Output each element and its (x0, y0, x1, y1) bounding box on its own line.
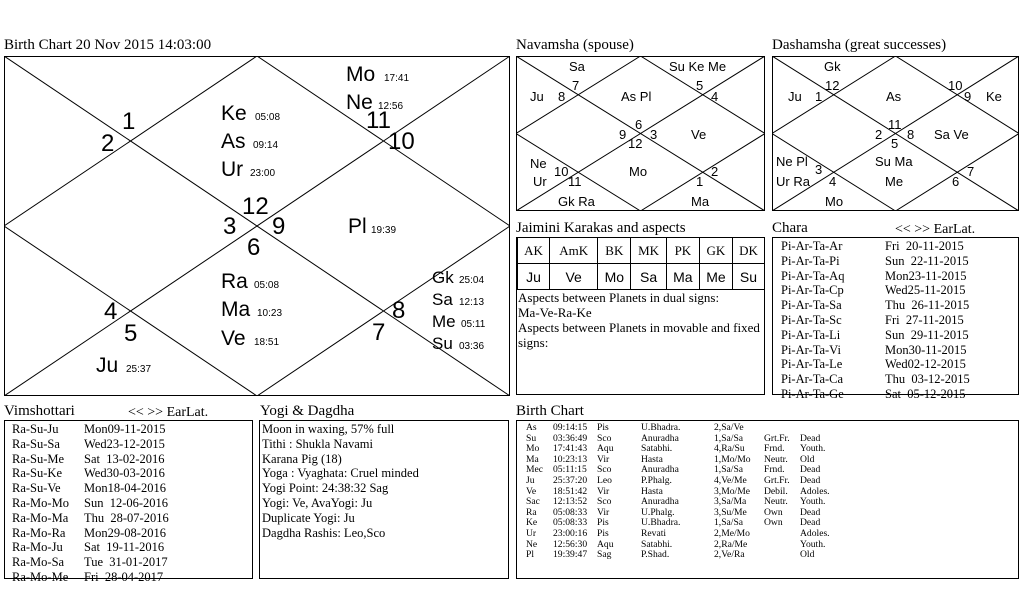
house-number: 1 (122, 108, 136, 135)
das-nepl: Ne Pl (776, 154, 808, 169)
svg-text:Ve: Ve (221, 327, 246, 350)
house-number: 9 (272, 213, 286, 240)
jaimini-karakas-table (517, 237, 765, 290)
planet-cell: Youth. (800, 496, 826, 508)
period-row (781, 387, 1017, 402)
period-row (781, 298, 1017, 313)
svg-text:Ra: Ra (221, 270, 248, 293)
period-date: Sun 22-11-2015 (885, 253, 969, 268)
yogi-line: Duplicate Yogi: Ju (262, 510, 355, 525)
planet-cell: 17:41:43 (553, 443, 588, 455)
period-row (781, 372, 1017, 387)
das-12: 12 (825, 78, 840, 93)
planet-cell: Dead (800, 464, 821, 476)
planet-cell: 1,Sa/Sa (714, 432, 744, 444)
dual-aspects-label: Aspects between Planets in dual signs: (518, 290, 720, 305)
planet-cell: Dead (800, 506, 821, 518)
das-3: 3 (815, 162, 823, 177)
planet-cell: Old (800, 549, 815, 561)
das-9: 9 (964, 89, 972, 104)
planet-cell: 3,Su/Me (714, 506, 747, 518)
period-name: Pi-Ar-Ta-Cp (781, 283, 844, 298)
karaka-value: Ve (549, 264, 597, 290)
period-date: Thu 28-07-2016 (84, 510, 169, 525)
planet-cell: 4,Ve/Me (714, 474, 747, 486)
period-row (781, 254, 1017, 269)
period-date: Tue 31-01-2017 (84, 555, 168, 570)
planet-cell: Vir (597, 506, 610, 518)
planet-cell: Adoles. (800, 485, 830, 497)
planet-cell: Frnd. (764, 464, 785, 476)
planet-cell: Adoles. (800, 527, 830, 539)
planet-cell: Revati (641, 527, 667, 539)
planet-cell: P.Phalg. (641, 474, 672, 486)
yogi-lines (262, 422, 508, 540)
planet-cell: Sag (597, 549, 612, 561)
period-date: Wed23-12-2015 (84, 436, 165, 451)
period-date: Sun 29-11-2015 (885, 327, 969, 342)
jaimini-aspects (518, 290, 764, 350)
planet-cell: Ra (526, 506, 537, 518)
planet-cell: Pis (597, 527, 609, 539)
planet-cell: Frnd. (764, 443, 785, 455)
karaka-header: GK (699, 238, 732, 264)
karaka-value: Su (732, 264, 764, 290)
svg-text:Gk: Gk (432, 268, 454, 287)
period-name: Ra-Mo-Ju (12, 540, 63, 555)
svg-text:23:00: 23:00 (250, 168, 276, 179)
das-suma: Su Ma (875, 154, 913, 169)
planet-cell: Youth. (800, 443, 826, 455)
planet-cell (764, 540, 800, 551)
planet-cell: 2,Ve/Ra (714, 549, 745, 561)
yogi-line: Yoga : Vyaghata: Cruel minded (262, 466, 419, 481)
period-date: Sat 05-12-2015 (885, 386, 966, 401)
planet-cell (800, 423, 840, 434)
das-8: 8 (907, 127, 915, 142)
period-row (781, 357, 1017, 372)
planet-row (526, 476, 840, 487)
planet-cell: Ke (526, 517, 538, 529)
planet-cell: Hasta (641, 453, 663, 465)
karaka-header: AmK (549, 238, 597, 264)
period-name: Ra-Mo-Me (12, 569, 69, 584)
planet-cell: Ve (526, 485, 537, 497)
planet-cell: Ju (526, 474, 535, 486)
planet-cell: 1,Sa/Sa (714, 517, 744, 529)
period-name: Pi-Ar-Ta-Aq (781, 268, 845, 283)
nav-8: 8 (558, 89, 566, 104)
nav-12: 12 (628, 136, 643, 151)
movable-aspects-label: Aspects between Planets in movable and fixed signs: (518, 320, 760, 350)
planet-cell: Leo (597, 474, 612, 486)
planet-row (526, 423, 840, 434)
nav-ju: Ju (530, 89, 544, 104)
svg-text:Me: Me (432, 312, 456, 331)
das-7: 7 (967, 164, 975, 179)
planet-cell: U.Bhadra. (641, 517, 681, 529)
das-10: 10 (948, 78, 963, 93)
planet-cell: Pis (597, 517, 609, 529)
planet-cell: Sco (597, 496, 612, 508)
planet-cell: Ma (526, 453, 539, 465)
period-name: Pi-Ar-Ta-Ca (781, 372, 844, 387)
period-row (12, 555, 250, 570)
planet-cell: 05:08:33 (553, 517, 588, 529)
planet-cell: Ne (526, 538, 538, 550)
birth-table-title: Birth Chart (516, 403, 584, 419)
planet-cell: 12:13:52 (553, 496, 588, 508)
period-row (781, 343, 1017, 358)
svg-text:Ke: Ke (221, 102, 247, 125)
house-number: 3 (223, 213, 237, 240)
chara-list (781, 239, 1017, 402)
karaka-value: Ju (518, 264, 550, 290)
karaka-value: Mo (598, 264, 631, 290)
planet-cell: P.Shad. (641, 549, 670, 561)
period-row (12, 466, 250, 481)
planet-cell: Anuradha (641, 464, 679, 476)
planet-cell (764, 550, 800, 561)
nav-1: 1 (696, 174, 704, 189)
planet-cell: Su (526, 432, 537, 444)
das-mo: Mo (825, 194, 844, 209)
house-number: 7 (372, 319, 386, 346)
planet-cell: Vir (597, 485, 610, 497)
planet-cell: 12:56:30 (553, 538, 588, 550)
chara-title: Chara (772, 220, 808, 236)
planet-cell: Satabhi. (641, 538, 673, 550)
das-6: 6 (952, 174, 960, 189)
planet-cell: 03:36:49 (553, 432, 588, 444)
das-2: 2 (875, 127, 883, 142)
nav-ve: Ve (691, 127, 707, 142)
navamsha-chart (516, 56, 765, 211)
period-row (781, 269, 1017, 284)
period-row (12, 422, 250, 437)
planet-cell: Aqu (597, 443, 614, 455)
das-save: Sa Ve (934, 127, 969, 142)
period-name: Ra-Su-Ke (12, 466, 62, 481)
dashamsha-chart (772, 56, 1019, 211)
period-name: Pi-Ar-Ta-Sc (781, 312, 842, 327)
svg-text:05:08: 05:08 (255, 112, 281, 123)
planet-cell: Dead (800, 517, 821, 529)
planet-cell: 3,Mo/Me (714, 485, 750, 497)
svg-text:Sa: Sa (432, 290, 453, 309)
svg-text:05:08: 05:08 (254, 280, 280, 291)
dashamsha-title: Dashamsha (great successes) (772, 37, 947, 53)
house-number: 2 (101, 130, 115, 157)
period-row (781, 239, 1017, 254)
nav-4: 4 (711, 89, 719, 104)
period-date: Sat 13-02-2016 (84, 451, 165, 466)
karaka-header: MK (631, 238, 666, 264)
svg-text:Su: Su (432, 334, 453, 353)
svg-text:10:23: 10:23 (257, 308, 283, 319)
nav-aspl: As Pl (621, 89, 652, 104)
das-ke: Ke (986, 89, 1002, 104)
karaka-value: Ma (666, 264, 699, 290)
period-row (12, 437, 250, 452)
period-date: Fri 20-11-2015 (885, 239, 964, 253)
das-me: Me (885, 174, 904, 189)
yogi-line: Moon in waxing, 57% full (262, 422, 395, 436)
planet-cell: Youth. (800, 538, 826, 550)
planet-cell: Mec (526, 464, 544, 476)
das-11: 11 (888, 117, 902, 132)
period-name: Ra-Mo-Ra (12, 525, 66, 540)
karaka-header: PK (666, 238, 699, 264)
planet-cell: 10:23:13 (553, 453, 588, 465)
svg-text:Mo: Mo (346, 63, 376, 86)
svg-text:03:36: 03:36 (459, 341, 485, 352)
house-number: 6 (247, 234, 261, 261)
period-row (12, 511, 250, 526)
planet-cell: Neutr. (764, 496, 788, 508)
nav-7: 7 (572, 78, 580, 93)
nav-2: 2 (711, 164, 719, 179)
planet-cell: 09:14:15 (553, 422, 588, 433)
planet-cell: Hasta (641, 485, 663, 497)
period-row (12, 481, 250, 496)
period-date: Sat 19-11-2016 (84, 540, 165, 555)
planet-cell: Anuradha (641, 496, 679, 508)
svg-text:12:56: 12:56 (378, 101, 404, 112)
birth-planet-table (526, 423, 840, 561)
planet-cell: Grt.Fr. (764, 474, 790, 486)
planet-cell: 1,Mo/Mo (714, 453, 751, 465)
planet-row (526, 529, 840, 540)
svg-text:Ur: Ur (221, 158, 244, 181)
das-4: 4 (829, 174, 837, 189)
nav-mo: Mo (629, 164, 648, 179)
nav-10: 10 (554, 164, 569, 179)
svg-text:18:51: 18:51 (254, 337, 280, 348)
period-name: Pi-Ar-Ta-Le (781, 357, 843, 372)
svg-text:Ma: Ma (221, 298, 251, 321)
birth-chart-title: Birth Chart 20 Nov 2015 14:03:00 (4, 37, 212, 53)
period-row (12, 540, 250, 555)
planet-cell: U.Bhadra. (641, 422, 681, 433)
nav-sa: Sa (569, 59, 585, 74)
svg-text:25:04: 25:04 (459, 275, 485, 286)
house-number: 11 (366, 107, 391, 134)
planet-cell: Grt.Fr. (764, 432, 790, 444)
period-date: Wed30-03-2016 (84, 466, 165, 481)
yogi-title: Yogi & Dagdha (260, 403, 355, 419)
nav-ur: Ur (533, 174, 547, 189)
navamsha-title: Navamsha (spouse) (516, 37, 634, 53)
planet-cell: 18:51:42 (553, 485, 588, 497)
period-name: Ra-Mo-Ma (12, 510, 69, 525)
dual-aspects-value: Ma-Ve-Ra-Ke (518, 305, 592, 320)
planet-cell: 05:08:33 (553, 506, 588, 518)
svg-text:As: As (221, 130, 246, 153)
period-name: Ra-Su-Ju (12, 422, 59, 436)
period-row (12, 452, 250, 467)
planet-cell: Debil. (764, 485, 788, 497)
planet-cell: Anuradha (641, 432, 679, 444)
chara-nav[interactable]: << >> EarLat. (895, 222, 976, 237)
planet-cell: Ur (526, 527, 537, 539)
planet-cell: Own (764, 517, 783, 529)
karaka-header: AK (518, 238, 550, 264)
period-name: Pi-Ar-Ta-Vi (781, 342, 841, 357)
period-date: Mon18-04-2016 (84, 481, 166, 496)
svg-text:Pl: Pl (348, 215, 367, 238)
period-name: Pi-Ar-Ta-Li (781, 327, 841, 342)
das-urra: Ur Ra (776, 174, 810, 189)
svg-text:12:13: 12:13 (459, 297, 485, 308)
svg-text:19:39: 19:39 (371, 225, 397, 236)
planet-cell: 05:11:15 (553, 464, 587, 476)
planet-cell: 2,Ra/Me (714, 538, 748, 550)
planet-cell: 2,Sa/Ve (714, 422, 744, 433)
planet-cell: Mo (526, 443, 540, 455)
nav-sukeme: Su Ke Me (669, 59, 727, 74)
planet-cell: 3,Sa/Ma (714, 496, 747, 508)
svg-text:17:41: 17:41 (384, 73, 410, 84)
das-gk: Gk (824, 59, 841, 74)
svg-text:25:37: 25:37 (126, 364, 152, 375)
yogi-line: Yogi: Ve, AvaYogi: Ju (262, 495, 373, 510)
nav-5: 5 (696, 78, 704, 93)
planet-cell: Sco (597, 464, 612, 476)
period-row (781, 328, 1017, 343)
karaka-value: Sa (631, 264, 666, 290)
yogi-line: Karana Pig (18) (262, 451, 342, 466)
period-row (781, 313, 1017, 328)
planet-cell: As (526, 422, 537, 433)
period-date: Thu 03-12-2015 (885, 372, 970, 387)
house-number: 4 (104, 298, 118, 325)
period-date: Wed02-12-2015 (885, 357, 966, 372)
planet-row (526, 550, 840, 561)
planet-cell: Old (800, 453, 815, 465)
yogi-line: Dagdha Rashis: Leo,Sco (262, 525, 386, 540)
vimshottari-title: Vimshottari (4, 403, 75, 419)
house-number: 10 (388, 128, 415, 155)
period-date: Sun 12-06-2016 (84, 495, 169, 510)
karaka-value: Me (699, 264, 732, 290)
house-number: 12 (242, 193, 269, 220)
planet-cell: 25:37:20 (553, 474, 588, 486)
planet-cell: Pl (526, 549, 535, 561)
period-row (12, 496, 250, 511)
planet-cell: Pis (597, 422, 609, 433)
planet-cell: 4,Ra/Su (714, 443, 745, 455)
period-date: Thu 26-11-2015 (885, 298, 970, 313)
nav-11: 11 (568, 174, 582, 189)
period-name: Pi-Ar-Ta-Ge (781, 386, 844, 401)
nav-3: 3 (650, 127, 658, 142)
nav-ne: Ne (530, 156, 547, 171)
svg-text:Ne: Ne (346, 91, 373, 114)
period-row (12, 526, 250, 541)
planet-cell: Dead (800, 474, 821, 486)
planet-cell: Own (764, 506, 783, 518)
planet-cell: Vir (597, 453, 610, 465)
planet-cell (764, 529, 800, 540)
nav-ma: Ma (691, 194, 710, 209)
period-row (781, 283, 1017, 298)
period-name: Ra-Su-Ve (12, 481, 61, 496)
svg-text:09:14: 09:14 (253, 140, 279, 151)
nav-gkra: Gk Ra (558, 194, 595, 209)
das-as: As (886, 89, 902, 104)
period-date: Mon30-11-2015 (885, 342, 967, 357)
house-number: 8 (392, 297, 406, 324)
das-5: 5 (891, 136, 899, 151)
planet-cell: 23:00:16 (553, 527, 588, 539)
birth-chart (4, 56, 510, 396)
svg-text:05:11: 05:11 (461, 319, 486, 330)
vimshottari-nav[interactable]: << >> EarLat. (128, 405, 209, 420)
das-ju: Ju (788, 89, 802, 104)
svg-text:Ju: Ju (96, 354, 119, 377)
planet-cell: 1,Sa/Sa (714, 464, 744, 476)
period-date: Mon23-11-2015 (885, 268, 967, 283)
karaka-header: BK (598, 238, 631, 264)
period-date: Fri 27-11-2015 (885, 312, 964, 327)
yogi-line: Yogi Point: 24:38:32 Sag (262, 481, 389, 496)
period-name: Pi-Ar-Ta-Pi (781, 253, 840, 268)
nav-9: 9 (619, 127, 627, 142)
planet-cell (764, 423, 800, 434)
period-row (12, 570, 250, 585)
vimshottari-list (12, 422, 250, 585)
period-name: Ra-Mo-Mo (12, 495, 69, 510)
planet-cell: 19:39:47 (553, 549, 588, 561)
period-name: Pi-Ar-Ta-Sa (781, 298, 842, 313)
period-name: Ra-Mo-Sa (12, 555, 65, 570)
period-name: Ra-Su-Me (12, 451, 65, 466)
period-name: Pi-Ar-Ta-Ar (781, 239, 843, 253)
nav-6: 6 (635, 117, 643, 132)
karaka-header: DK (732, 238, 764, 264)
period-name: Ra-Su-Sa (12, 436, 60, 451)
period-date: Mon29-08-2016 (84, 525, 166, 540)
planet-cell: Neutr. (764, 453, 788, 465)
yogi-line: Tithi : Shukla Navami (262, 436, 374, 451)
planet-cell: Satabhi. (641, 443, 673, 455)
planet-cell: Sac (526, 496, 540, 508)
period-date: Fri 28-04-2017 (84, 569, 164, 584)
planet-cell: U.Phalg. (641, 506, 675, 518)
planet-cell: 2,Me/Mo (714, 527, 750, 539)
jaimini-title: Jaimini Karakas and aspects (516, 220, 686, 236)
planet-cell: Dead (800, 432, 821, 444)
period-date: Mon09-11-2015 (84, 422, 166, 436)
planet-cell: Aqu (597, 538, 614, 550)
period-date: Wed25-11-2015 (885, 283, 966, 298)
das-1: 1 (815, 89, 823, 104)
house-number: 5 (124, 320, 138, 347)
planet-cell: Sco (597, 432, 612, 444)
